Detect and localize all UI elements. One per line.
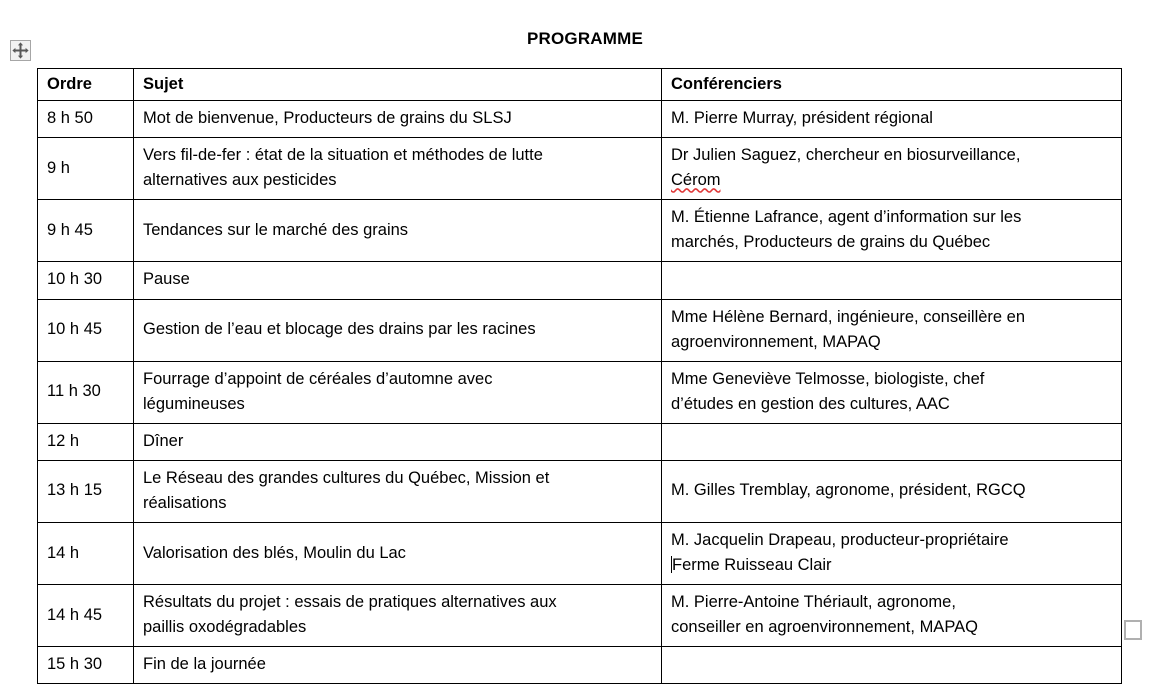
cell-conferenciers xyxy=(662,647,1122,684)
table-row[interactable] xyxy=(38,647,1122,684)
cell-conf-line2-wrapper xyxy=(671,553,1112,578)
cell-ordre: 8 h 50 xyxy=(38,101,134,138)
cell-conf-line2: Ferme Ruisseau Clair xyxy=(672,556,832,575)
cell-sujet xyxy=(134,647,662,684)
cell-sujet-line2: légumineuses xyxy=(143,394,245,413)
cell-conf-line2-misspelled: Cérom xyxy=(671,171,721,190)
table-row[interactable] xyxy=(38,361,1122,423)
cell-sujet xyxy=(134,361,662,423)
table-resize-handle[interactable] xyxy=(1124,620,1142,640)
cell-sujet-line1: Valorisation des blés, Moulin du Lac xyxy=(143,543,406,562)
cell-sujet xyxy=(134,460,662,522)
table-row[interactable] xyxy=(38,262,1122,299)
cell-ordre: 12 h xyxy=(38,423,134,460)
cell-sujet xyxy=(134,262,662,299)
cell-conf-line1: M. Étienne Lafrance, agent d’information sur les xyxy=(671,208,1022,227)
cell-sujet xyxy=(134,423,662,460)
cell-ordre: 14 h xyxy=(38,523,134,585)
table-row[interactable] xyxy=(38,138,1122,200)
cell-sujet xyxy=(134,585,662,647)
cell-conferenciers xyxy=(662,423,1122,460)
cell-ordre: 15 h 30 xyxy=(38,647,134,684)
column-header-ordre: Ordre xyxy=(38,69,134,101)
cell-ordre: 10 h 30 xyxy=(38,262,134,299)
cell-sujet-line1: Fourrage d’appoint de céréales d’automne avec xyxy=(143,369,493,388)
cell-conferenciers xyxy=(662,200,1122,262)
table-row[interactable] xyxy=(38,299,1122,361)
cell-ordre: 9 h xyxy=(38,138,134,200)
cell-ordre: 9 h 45 xyxy=(38,200,134,262)
cell-sujet-line1: Vers fil-de-fer : état de la situation et méthodes de lutte xyxy=(143,146,543,165)
cell-conf-line1: Dr Julien Saguez, chercheur en biosurveillance, xyxy=(671,146,1021,165)
cell-sujet-line1: Gestion de l’eau et blocage des drains par les racines xyxy=(143,320,536,339)
cell-sujet xyxy=(134,101,662,138)
cell-sujet-line1: Dîner xyxy=(143,431,184,450)
cell-sujet xyxy=(134,299,662,361)
programme-table xyxy=(37,68,1122,684)
table-row[interactable] xyxy=(38,200,1122,262)
page-title: PROGRAMME xyxy=(526,29,644,48)
cell-conf-line1: M. Pierre-Antoine Thériault, agronome, xyxy=(671,593,956,612)
cell-conf-line2: agroenvironnement, MAPAQ xyxy=(671,332,881,351)
cell-ordre: 13 h 15 xyxy=(38,460,134,522)
cell-conf-line1: M. Pierre Murray, président régional xyxy=(671,109,933,128)
cell-conf-line1: M. Jacquelin Drapeau, producteur-propriétaire xyxy=(671,531,1009,550)
cell-sujet-line1: Le Réseau des grandes cultures du Québec, Mission et xyxy=(143,468,550,487)
table-row[interactable] xyxy=(38,460,1122,522)
table-row[interactable] xyxy=(38,423,1122,460)
cell-conf-line1: M. Gilles Tremblay, agronome, président, RGCQ xyxy=(671,481,1026,500)
cell-conferenciers xyxy=(662,523,1122,585)
cell-sujet xyxy=(134,523,662,585)
column-header-conferenciers: Conférenciers xyxy=(662,69,1122,101)
cell-conferenciers xyxy=(662,585,1122,647)
cell-conferenciers xyxy=(662,361,1122,423)
cell-sujet xyxy=(134,138,662,200)
cell-ordre: 14 h 45 xyxy=(38,585,134,647)
cell-sujet-line1: Résultats du projet : essais de pratiques alternatives aux xyxy=(143,593,557,612)
column-header-sujet: Sujet xyxy=(134,69,662,101)
cell-ordre: 10 h 45 xyxy=(38,299,134,361)
cell-sujet-line2: alternatives aux pesticides xyxy=(143,171,337,190)
cell-ordre: 11 h 30 xyxy=(38,361,134,423)
cell-conferenciers xyxy=(662,101,1122,138)
cell-conf-line1: Mme Geneviève Telmosse, biologiste, chef xyxy=(671,369,985,388)
cell-conferenciers xyxy=(662,299,1122,361)
cell-conf-line2: marchés, Producteurs de grains du Québec xyxy=(671,233,991,252)
cell-sujet-line2: réalisations xyxy=(143,494,227,513)
programme-table-container xyxy=(37,68,1121,684)
table-row[interactable] xyxy=(38,101,1122,138)
cell-conferenciers xyxy=(662,262,1122,299)
cell-conferenciers xyxy=(662,138,1122,200)
cell-conf-line1: Mme Hélène Bernard, ingénieure, conseillère en xyxy=(671,307,1026,326)
table-row[interactable] xyxy=(38,585,1122,647)
cell-conf-line2: conseiller en agroenvironnement, MAPAQ xyxy=(671,618,978,637)
cell-sujet-line1: Pause xyxy=(143,270,190,289)
table-header-row xyxy=(38,69,1122,101)
cell-sujet-line1: Tendances sur le marché des grains xyxy=(143,220,409,239)
cell-sujet xyxy=(134,200,662,262)
cell-sujet-line1: Mot de bienvenue, Producteurs de grains du SLSJ xyxy=(143,109,512,128)
cell-sujet-line1: Fin de la journée xyxy=(143,655,266,674)
cell-conf-line2: d’études en gestion des cultures, AAC xyxy=(671,394,950,413)
cell-conferenciers xyxy=(662,460,1122,522)
table-row[interactable] xyxy=(38,523,1122,585)
cell-sujet-line2: paillis oxodégradables xyxy=(143,618,307,637)
